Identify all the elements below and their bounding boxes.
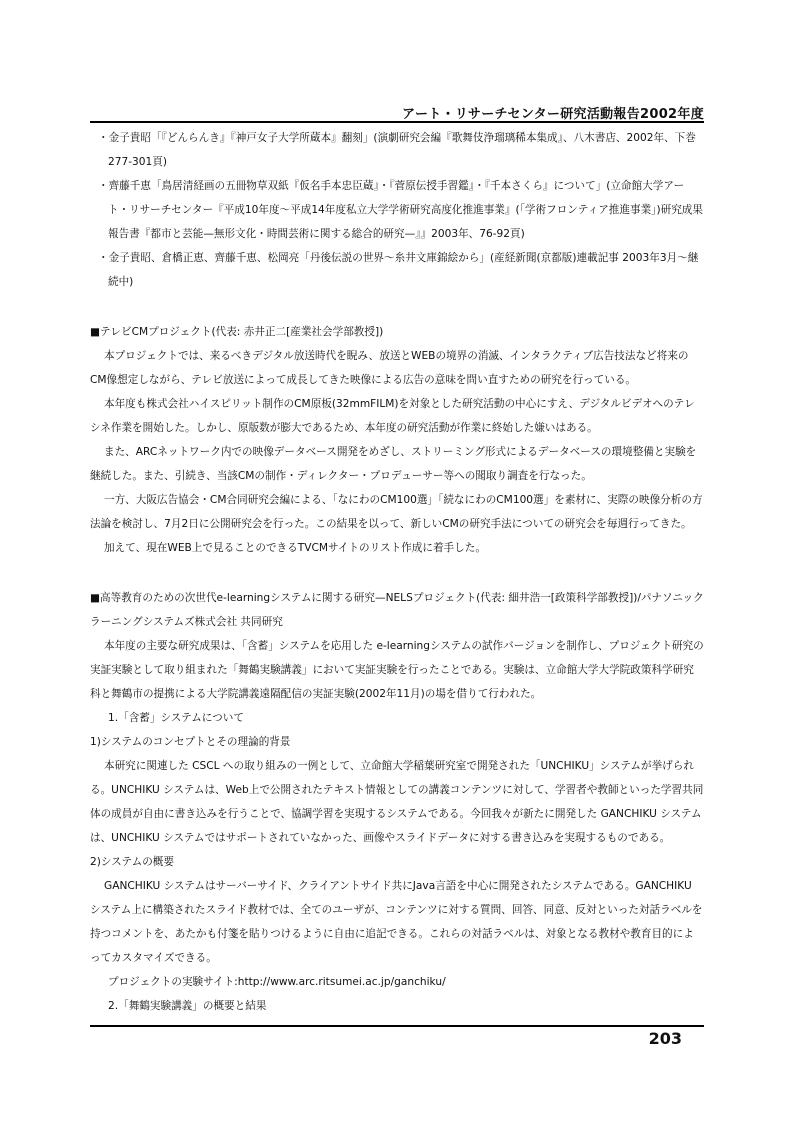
nels-intro-paragraph: 本年度の主要な研究成果は、「含蓄」システムを応用した e-learningシステムの試作バージョンを制作し、プロジェクト研究の実証実験として取り組まれた「舞鶴実験講義」において実証実験を行ったことである。実験は、立命館大学大学院政策科学研究科と舞鶴市の提携による大学院講義遠隔配信の実証実験(2002年11月)の場を借りて行われた。 — [90, 640, 704, 700]
tvcm-paragraph: 本年度も株式会社ハイスピリット制作のCM原板(32mmFILM)を対象とした研究活動の中心にすえ、デジタルビデオへのテレシネ作業を開始した。しかし、原版数が膨大であるため、本年度の研究活動が作業に終始した嫌いはある。 — [90, 398, 695, 434]
overview-paragraph: GANCHIKU システムはサーバーサイド、クライアントサイド共にJava言語を中心に開発されたシステムである。GANCHIKU システム上に構築されたスライド教材では、全てのユーザが、コンテンツに対する質問、回答、同意、反対といった対話ラベルを持つコメントを、あたかも付箋を貼りつけるように自由に追記できる。これらの対話ラベルは、対象となる教材や教育目的によってカスタマイズできる。 — [90, 880, 703, 964]
tvcm-paragraph: 本プロジェクトでは、来るべきデジタル放送時代を睨み、放送とWEBの境界の消滅、インタラクティブ広告技法など将来のCM像想定しながら、テレビ放送によって成長してきた映像による広告の意味を問い直すための研究を行っている。 — [90, 350, 689, 386]
tvcm-paragraph: また、ARCネットワーク内での映像データベース開発をめざし、ストリーミング形式によるデータベースの環境整備と実験を継続した。また、引続き、当該CMの制作・ディレクター・プロデューサー等への聞取り調査を行なった。 — [90, 446, 697, 482]
tvcm-paragraph: 一方、大阪広告協会・CM合同研究会編による、「なにわのCM100選」「続なにわのCM100選」を素材に、実際の映像分析の方法論を検討し、7月2日に公開研究会を行った。この結果を以って、新しいCMの研究手法についての研究会を毎週行ってきた。 — [90, 494, 703, 530]
experiment-site-link[interactable]: プロジェクトの実験サイト:http://www.arc.ritsumei.ac.jp/ganchiku/ — [108, 976, 446, 988]
tvcm-paragraph: 加えて、現在WEB上で見ることのできるTVCMサイトのリスト作成に着手した。 — [104, 542, 486, 554]
spacer — [90, 294, 704, 320]
nels-project-heading: ■高等教育のための次世代e-learningシステムに関する研究—NELSプロジェクト(代表: 細井浩一[政策科学部教授])/パナソニックラーニングシステムズ株式会社 共同研究 — [90, 592, 704, 628]
spacer — [90, 560, 704, 586]
running-header: アート・リサーチセンター研究活動報告2002年度 — [402, 107, 704, 122]
page-number: 203 — [648, 1029, 682, 1048]
concept-paragraph: 本研究に関連した CSCL への取り組みの一例として、立命館大学稲葉研究室で開発された「UNCHIKU」システムが挙げられる。UNCHIKU システムは、Web上で公開されたテキスト情報としての講義コンテンツに対して、学習者や教師といった学習共同体の成員が自由に書き込みを行うことで、協調学習を実現するシステムである。今回我々が新たに開発した GANCHIKU システムは、UNCHIKU システムではサポートされていなかった、画像やスライドデータに対する書き込みを実現するものである。 — [90, 760, 704, 844]
header-rule — [90, 121, 704, 123]
subsection-heading: 2)システムの概要 — [90, 856, 174, 868]
page-body — [90, 126, 704, 1018]
footer-rule — [90, 1025, 704, 1027]
subsection-heading: 1)システムのコンセプトとその理論的背景 — [90, 736, 291, 748]
publication-item: ・金子貴昭、倉橋正恵、齊藤千恵、松岡亮「丹後伝説の世界〜糸井文庫錦絵から」(産経新聞(京都版)連載記事 2003年3月〜継続中) — [98, 252, 699, 288]
section-heading: 1.「含蓄」システムについて — [108, 712, 244, 724]
publication-item: ・齊藤千恵「鳥居清経画の五冊物草双紙『仮名手本忠臣蔵』・『菅原伝授手習鑑』・『千本さくら』について」(立命館大学アート・リサーチセンター『平成10年度〜平成14年度私立大学学術研究高度化推進事業』(「学術フロンティア推進事業」)研究成果報告書『都市と芸能—無形文化・時間芸術に関する総合的研究—』』2003年、76-92頁) — [98, 180, 703, 240]
tvcm-project-heading: ■テレビCMプロジェクト(代表: 赤井正二[産業社会学部教授]) — [90, 326, 384, 338]
section-heading: 2.「舞鶴実験講義」の概要と結果 — [108, 1000, 267, 1012]
publication-item: ・金子貴昭「『どんらんき』『神戸女子大学所蔵本』翻刻」(演劇研究会編『歌舞伎浄瑠璃稀本集成』、八木書店、2002年、下巻277-301頁) — [98, 132, 696, 168]
